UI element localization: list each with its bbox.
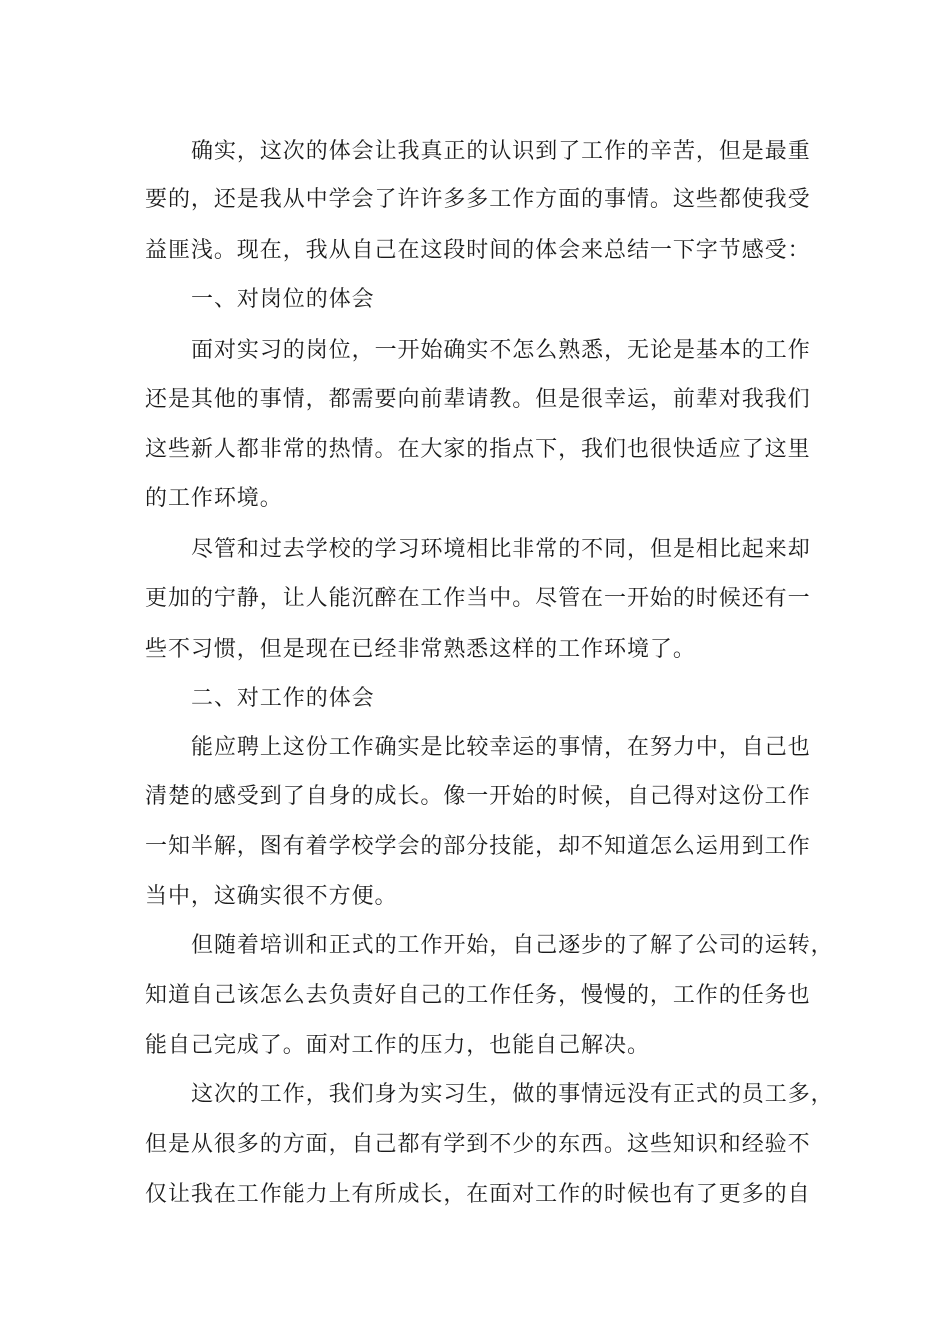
text-line-19: 能自己完成了。面对工作的压力，也能自己解决。 xyxy=(145,1033,650,1058)
text-line-2: 要的，还是我从中学会了许许多多工作方面的事情。这些都使我受 xyxy=(145,187,811,212)
text-line-11: 些不习惯，但是现在已经非常熟悉这样的工作环境了。 xyxy=(145,637,696,662)
text-line-9: 尽管和过去学校的学习环境相比非常的不同，但是相比起来却 xyxy=(191,537,811,562)
text-line-13: 能应聘上这份工作确实是比较幸运的事情，在努力中，自己也 xyxy=(191,735,811,760)
text-line-15: 一知半解，图有着学校学会的部分技能，却不知道怎么运用到工作 xyxy=(145,834,811,859)
text-line-5: 面对实习的岗位，一开始确实不怎么熟悉，无论是基本的工作 xyxy=(191,338,811,363)
text-line-22: 仅让我在工作能力上有所成长，在面对工作的时候也有了更多的自 xyxy=(145,1182,811,1207)
text-line-1: 确实，这次的体会让我真正的认识到了工作的辛苦，但是最重 xyxy=(191,139,811,164)
section-heading-1: 一、对岗位的体会 xyxy=(191,287,375,312)
text-line-8: 的工作环境。 xyxy=(145,486,283,511)
text-line-18: 知道自己该怎么去负责好自己的工作任务，慢慢的，工作的任务也 xyxy=(145,983,811,1008)
text-line-16: 当中，这确实很不方便。 xyxy=(145,884,398,909)
text-line-10: 更加的宁静，让人能沉醉在工作当中。尽管在一开始的时候还有一 xyxy=(145,586,811,611)
text-line-6: 还是其他的事情，都需要向前辈请教。但是很幸运，前辈对我我们 xyxy=(145,387,811,412)
section-heading-2: 二、对工作的体会 xyxy=(191,686,375,711)
text-line-3: 益匪浅。现在，我从自己在这段时间的体会来总结一下字节感受： xyxy=(145,238,811,263)
text-line-14: 清楚的感受到了自身的成长。像一开始的时候，自己得对这份工作 xyxy=(145,784,811,809)
text-line-20: 这次的工作，我们身为实习生，做的事情远没有正式的员工多， xyxy=(191,1082,834,1107)
text-line-21: 但是从很多的方面，自己都有学到不少的东西。这些知识和经验不 xyxy=(145,1132,811,1157)
text-line-17: 但随着培训和正式的工作开始，自己逐步的了解了公司的运转， xyxy=(191,933,834,958)
text-line-7: 这些新人都非常的热情。在大家的指点下，我们也很快适应了这里 xyxy=(145,437,811,462)
